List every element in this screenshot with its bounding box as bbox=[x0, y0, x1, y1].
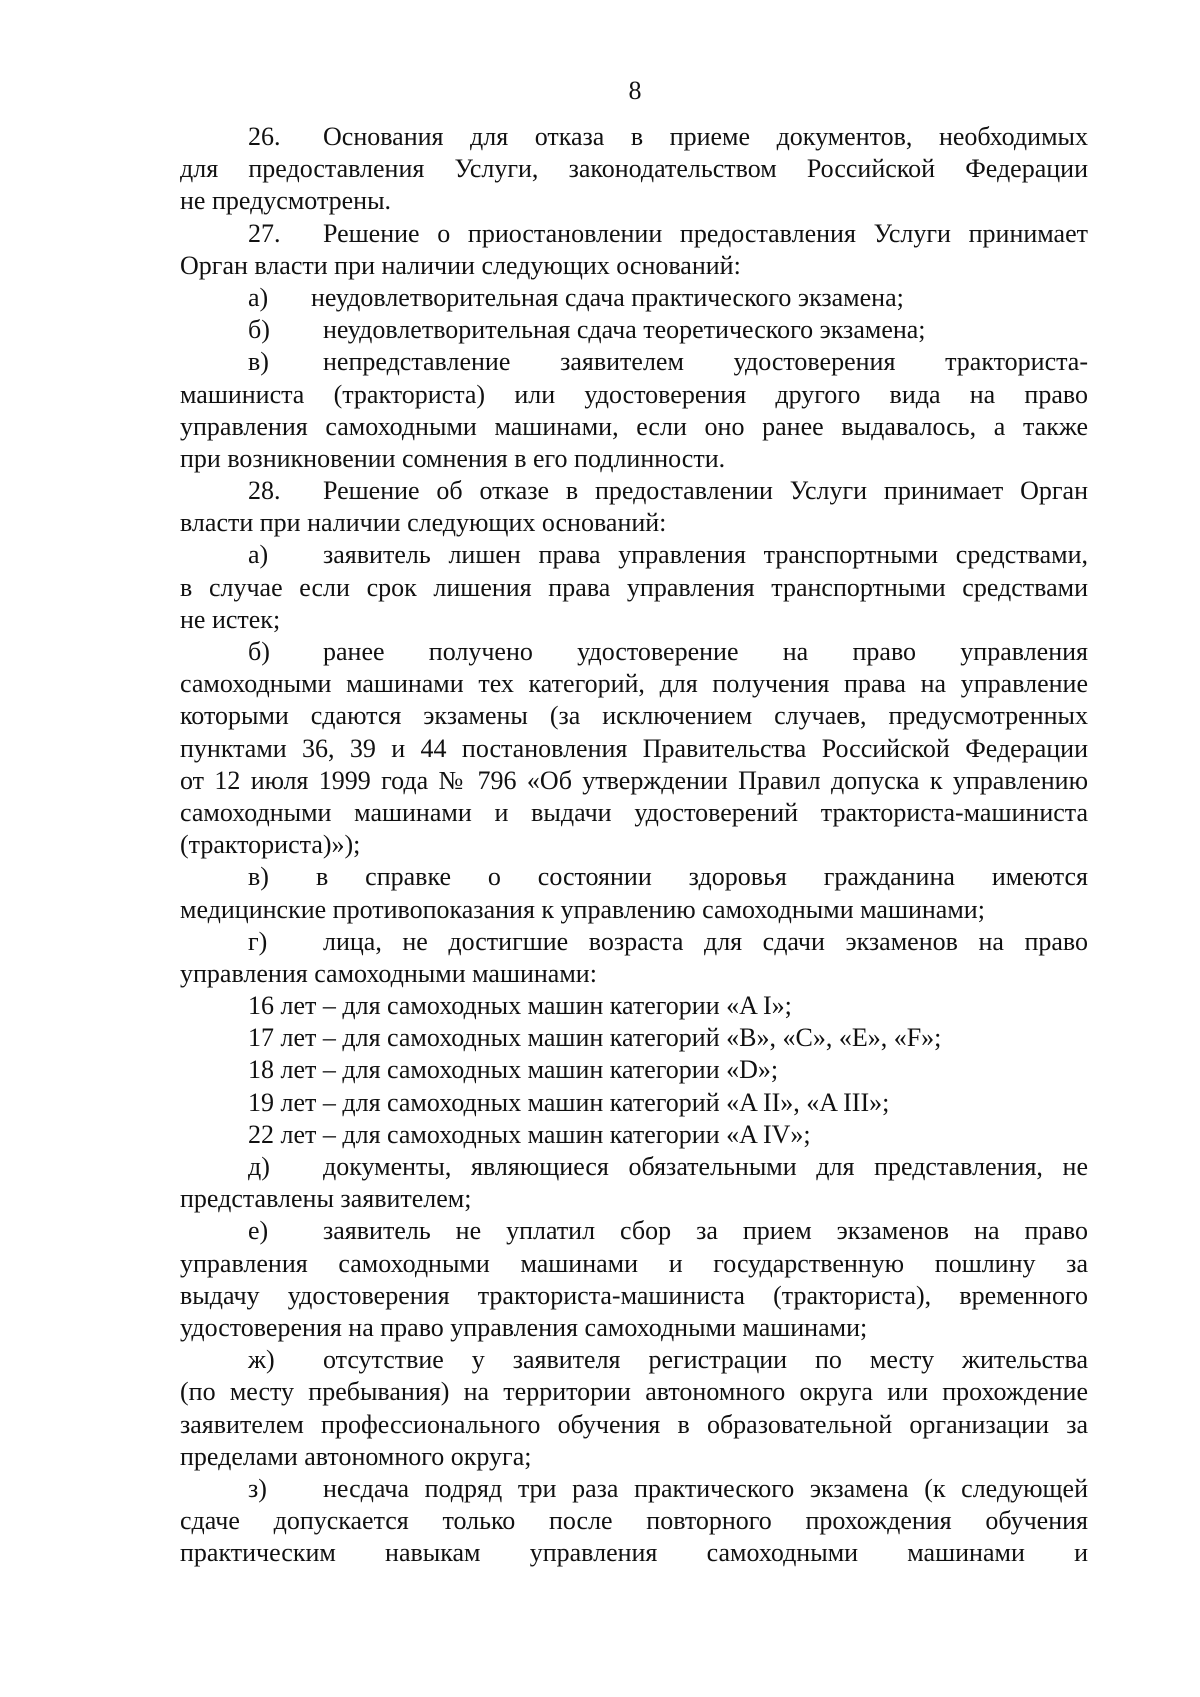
p28-item-zh-line-4: пределами автономного округа; bbox=[180, 1441, 532, 1471]
p28-item-b-line-6: самоходными машинами и выдачи удостоверений тракториста-машиниста bbox=[180, 797, 1088, 827]
p28-item-zh-line-2: (по месту пребывания) на территории автономного округа или прохождение bbox=[180, 1377, 1088, 1407]
page-number: 8 bbox=[628, 76, 642, 105]
p28-item-v-line-2: медицинские противопоказания к управлению самоходными машинами; bbox=[180, 894, 985, 924]
age-requirement-2: 17 лет – для самоходных машин категорий «B», «C», «E», «F»; bbox=[248, 1023, 942, 1053]
p26-line-3: не предусмотрены. bbox=[180, 186, 392, 216]
p28-item-z-line-2: сдаче допускается только после повторного прохождения обучения bbox=[180, 1506, 1088, 1536]
p27-item-v-line-4: при возникновении сомнения в его подлинности. bbox=[180, 443, 726, 473]
p27-item-a: а) неудовлетворительная сдача практического экзамена; bbox=[248, 282, 904, 312]
p26-line-2: для предоставления Услуги, законодательством Российской Федерации bbox=[180, 154, 1088, 184]
age-requirement-3: 18 лет – для самоходных машин категории «D»; bbox=[248, 1055, 779, 1085]
p28-item-e-line-3: выдачу удостоверения тракториста-машиниста (тракториста), временного bbox=[180, 1280, 1088, 1310]
p28-item-b-line-3: которыми сдаются экзамены (за исключением случаев, предусмотренных bbox=[180, 701, 1088, 731]
p28-number: 28. bbox=[248, 476, 281, 506]
p28-item-b-line-1: б) ранее получено удостоверение на право управления bbox=[248, 637, 1088, 666]
p27-item-b: б) неудовлетворительная сдача теоретического экзамена; bbox=[248, 315, 926, 345]
p28-item-e-line-1: е) заявитель не уплатил сбор за прием экзаменов на право bbox=[248, 1216, 1088, 1246]
p28-item-zh-line-1: ж) отсутствие у заявителя регистрации по месту жительства bbox=[248, 1345, 1088, 1375]
p27-line-2: Орган власти при наличии следующих оснований: bbox=[180, 250, 741, 280]
p28-item-a-line-1: а) заявитель лишен права управления транспортными средствами, bbox=[248, 540, 1088, 570]
age-requirement-5: 22 лет – для самоходных машин категории «A IV»; bbox=[248, 1119, 811, 1149]
p28-item-z-line-3: практическим навыкам управления самоходными машинами и bbox=[180, 1538, 1088, 1568]
p28-item-e-line-4: удостоверения на право управления самоходными машинами; bbox=[180, 1312, 868, 1342]
p27-item-v-line-1: в) непредставление заявителем удостоверения тракториста- bbox=[248, 347, 1088, 377]
p28-item-zh-line-3: заявителем профессионального обучения в образовательной организации за bbox=[180, 1409, 1088, 1439]
p28-item-z-line-1: з) несдача подряд три раза практического экзамена (к следующей bbox=[248, 1473, 1088, 1503]
document-body bbox=[180, 121, 1088, 1569]
p28-line-1: 28. Решение об отказе в предоставлении Услуги принимает Орган bbox=[180, 475, 1088, 507]
p27-number: 27. bbox=[248, 218, 281, 248]
p28-item-d-line-1: д) документы, являющиеся обязательными для представления, не bbox=[248, 1152, 1088, 1181]
p28-item-a-line-2: в случае если срок лишения права управления транспортными средствами bbox=[180, 572, 1088, 602]
p27-item-v-line-2: машиниста (тракториста) или удостоверения другого вида на право bbox=[180, 379, 1088, 409]
p28-item-v-line-1: в) в справке о состоянии здоровья гражданина имеются bbox=[248, 862, 1088, 892]
p26-number: 26. bbox=[248, 122, 281, 151]
p28-item-b-line-5: от 12 июля 1999 года № 796 «Об утверждении Правил допуска к управлению bbox=[180, 765, 1088, 795]
p28-line-2: власти при наличии следующих оснований: bbox=[180, 508, 667, 538]
age-requirement-1: 16 лет – для самоходных машин категории «A I»; bbox=[248, 991, 792, 1021]
p26-line-1: 26. Основания для отказа в приеме документов, необходимых bbox=[180, 121, 1088, 153]
age-requirement-4: 19 лет – для самоходных машин категорий «A II», «A III»; bbox=[248, 1087, 890, 1117]
p28-item-d-line-2: представлены заявителем; bbox=[180, 1184, 472, 1214]
p28-item-a-line-3: не истек; bbox=[180, 604, 281, 634]
p28-item-g-line-1: г) лица, не достигшие возраста для сдачи экзаменов на право bbox=[248, 926, 1088, 956]
p27-line-1: 27. Решение о приостановлении предоставления Услуги принимает bbox=[180, 218, 1088, 250]
p28-item-g-line-2: управления самоходными машинами: bbox=[180, 958, 597, 988]
p28-item-b-line-4: пунктами 36, 39 и 44 постановления Правительства Российской Федерации bbox=[180, 733, 1088, 763]
p28-item-b-line-7: (тракториста)»); bbox=[180, 830, 361, 860]
p27-item-v-line-3: управления самоходными машинами, если оно ранее выдавалось, а также bbox=[180, 411, 1088, 441]
p28-item-b-line-2: самоходными машинами тех категорий, для получения права на управление bbox=[180, 669, 1088, 699]
p28-item-e-line-2: управления самоходными машинами и государственную пошлину за bbox=[180, 1248, 1088, 1278]
